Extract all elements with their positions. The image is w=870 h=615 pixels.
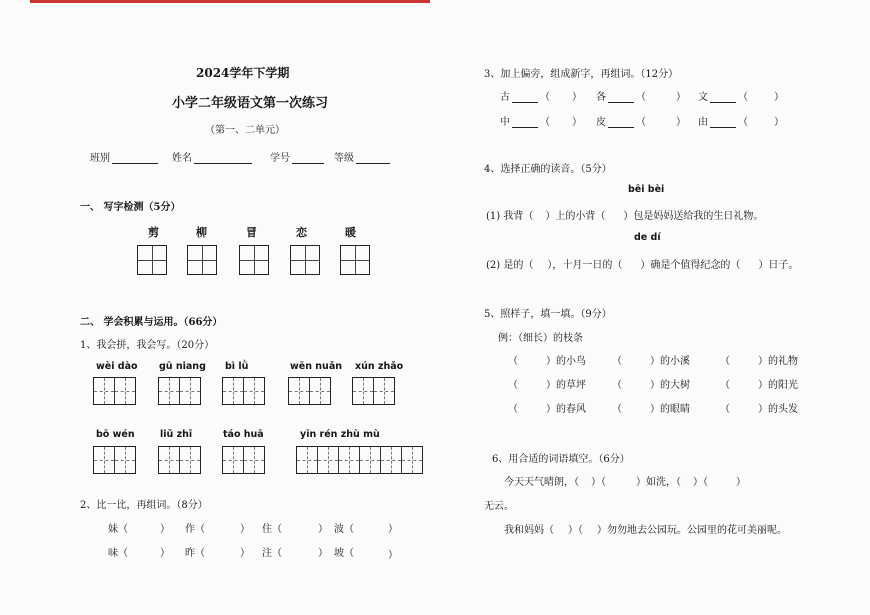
exam-title: 小学二年级语文第一次练习 [172,96,329,111]
answer-grid[interactable] [158,446,201,474]
word-item: 作（ [185,524,205,535]
practice-char: 柳 [196,226,207,239]
practice-char: 恋 [296,226,307,239]
exam-year: 2024学年下学期 [196,66,290,80]
answer-grid[interactable] [93,446,136,474]
pinyin-label: táo huā [223,429,264,440]
number-field[interactable] [270,149,324,164]
writing-grid[interactable] [340,245,370,275]
answer-grid[interactable] [93,377,136,405]
class-field[interactable] [90,149,158,164]
word-item: 坡（ [334,548,354,559]
word-item: ） [388,550,398,561]
paren-close: ） [774,117,784,128]
fill-item: （ ）的头发 [720,404,798,415]
answer-grid[interactable] [222,446,265,474]
number-label: 学号 [270,153,290,164]
page-top-edge [30,0,430,3]
answer-grid[interactable] [352,377,395,405]
pinyin-label: liǔ zhī [160,429,193,440]
word-item: 波（ [334,524,354,535]
pinyin-options: bēi bèi [628,184,665,195]
word-item: 住（ [262,524,282,535]
radical-blank[interactable] [608,92,634,103]
fill-item: （ ）的草坪 [508,380,586,391]
paren-close: ） [676,92,686,103]
fill-item: （ ）的小鸟 [508,356,586,367]
q6-line1: 今天天气晴朗，（ ）（ ）如洗，（ ）（ ） [504,477,746,488]
word-item: ） [160,524,170,535]
q4-sentence1: (1) 我背（ ）上的小背（ ）包是妈妈送给我的生日礼物。 [486,211,764,222]
q4-sentence2: (2) 是的（ ），十月一日的（ ）确是个值得纪念的（ ）日子。 [486,260,799,271]
radical-blank[interactable] [710,117,736,128]
radical-row: 文 （ [698,92,748,103]
class-label: 班别 [90,153,110,164]
pinyin-options: de dí [634,232,661,243]
q5-heading: 5、照样子，填一填。（9分） [484,309,612,320]
q4-heading: 4、选择正确的读音。（5分） [484,164,612,175]
word-item: ） [240,524,250,535]
pinyin-label: wèi dào [96,361,138,372]
grade-label: 等级 [334,153,354,164]
grade-blank[interactable] [356,152,390,164]
radical-row: 由 （ [698,117,748,128]
fill-item: （ ）的春风 [508,404,586,415]
pinyin-label: bì lǜ [225,361,249,372]
fill-item: （ ）的眼睛 [612,404,690,415]
word-item: ） [318,524,328,535]
practice-char: 冒 [246,226,257,239]
name-blank[interactable] [194,152,252,164]
name-label: 姓名 [172,153,192,164]
class-blank[interactable] [112,152,158,164]
q6-heading: 6、用合适的词语填空。（6分） [492,454,630,465]
radical-blank[interactable] [608,117,634,128]
writing-grid[interactable] [137,245,167,275]
practice-char: 暖 [345,226,356,239]
fill-item: （ ）的阳光 [720,380,798,391]
answer-grid[interactable] [222,377,265,405]
q1-heading: 1、我会拼，我会写。（20分） [80,340,215,351]
grade-field[interactable] [334,149,390,164]
q2-heading: 2、比一比，再组词。（8分） [80,500,208,511]
word-item: ） [388,524,398,535]
base-char: 各 [596,92,606,103]
pinyin-label: wēn nuǎn [290,361,342,372]
q3-heading: 3、加上偏旁，组成新字，再组词。（12分） [484,69,679,80]
base-char: 古 [500,92,510,103]
word-item: 昨（ [185,548,205,559]
radical-blank[interactable] [512,92,538,103]
name-field[interactable] [172,149,252,164]
number-blank[interactable] [292,152,324,164]
radical-row: 各 （ [596,92,646,103]
word-item: ） [318,548,328,559]
fill-item: （ ）的大树 [612,380,690,391]
writing-grid[interactable] [187,245,217,275]
radical-row: 古 （ [500,92,550,103]
section1-heading: 一、 写字检测（5分） [80,202,181,213]
q5-example: 例：（细长）的枝条 [498,333,583,344]
pinyin-label: gū niang [159,361,206,372]
paren-close: ） [676,117,686,128]
pinyin-label: bō wén [96,429,135,440]
exam-units: （第一、二单元） [205,125,285,136]
fill-item: （ ）的礼物 [720,356,798,367]
radical-blank[interactable] [710,92,736,103]
word-item: 注（ [262,548,282,559]
base-char: 由 [698,117,708,128]
radical-blank[interactable] [512,117,538,128]
practice-char: 剪 [148,226,159,239]
word-item: 味（ [108,548,128,559]
word-item: ） [240,548,250,559]
q6-line2: 无云。 [484,501,514,512]
paren-close: ） [774,92,784,103]
base-char: 中 [500,117,510,128]
base-char: 皮 [596,117,606,128]
q6-line3: 我和妈妈（ ）（ ）勿勿地去公园玩。公园里的花可美丽呢。 [504,525,787,536]
writing-grid[interactable] [290,245,320,275]
answer-grid[interactable] [296,446,423,474]
paren-close: ） [572,92,582,103]
radical-row: 皮 （ [596,117,646,128]
answer-grid[interactable] [158,377,201,405]
fill-item: （ ）的小溪 [612,356,690,367]
radical-row: 中 （ [500,117,550,128]
writing-grid[interactable] [239,245,269,275]
base-char: 文 [698,92,708,103]
pinyin-label: xún zhǎo [355,361,404,372]
pinyin-label: yīn rén zhù mù [300,429,380,440]
answer-grid[interactable] [288,377,331,405]
paren-close: ） [572,117,582,128]
word-item: 妹（ [108,524,128,535]
section2-heading: 二、 学会积累与运用。（66分） [80,317,223,328]
word-item: ） [160,548,170,559]
